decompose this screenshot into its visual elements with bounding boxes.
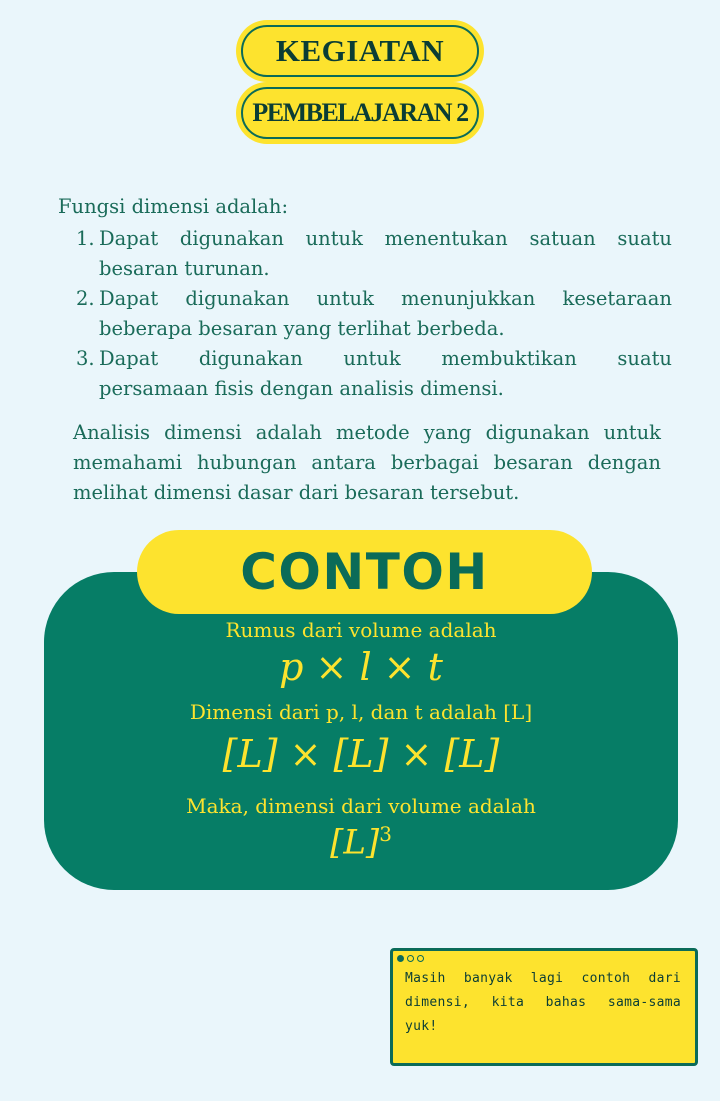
example-line-3: Maka, dimensi dari volume adalah	[186, 794, 536, 818]
note-card	[390, 948, 698, 1066]
list-item	[76, 284, 672, 344]
title-line-2: PEMBELAJARAN 2	[252, 98, 468, 127]
note-text: Masih banyak lagi contoh dari dimensi, kita bahas sama-sama yuk!	[405, 971, 681, 1034]
list-line: Dapat digunakan untuk menunjukkan kesetaraan	[99, 287, 672, 310]
example-line-1: Rumus dari volume adalah	[225, 618, 497, 642]
example-line-2: Dimensi dari p, l, dan t adalah [L]	[189, 700, 533, 724]
list-line: Dapat digunakan untuk membuktikan suatu	[99, 347, 672, 370]
formula-volume	[44, 645, 678, 689]
list-number: 1.	[76, 227, 95, 250]
list-line: besaran turunan.	[99, 257, 270, 280]
formula-exponent: 3	[379, 822, 392, 846]
list-item	[76, 224, 672, 284]
formula-base: [L]	[330, 822, 380, 863]
intro-text: Fungsi dimensi adalah:	[58, 195, 289, 218]
list-number: 3.	[76, 347, 95, 370]
list-line: Dapat digunakan untuk menentukan satuan suatu	[99, 227, 672, 250]
contoh-title: CONTOH	[240, 543, 489, 601]
title-line-1: KEGIATAN	[275, 33, 445, 68]
analysis-paragraph: Analisis dimensi adalah metode yang digunakan untuk memahami hubungan antara berbagai besaran dengan melihat dimensi dasar dari besaran tersebut.	[73, 421, 661, 504]
window-dots-icon	[397, 955, 424, 962]
formula-volume-dimension	[44, 822, 678, 862]
title-pill-kegiatan	[236, 20, 484, 82]
list-number: 2.	[76, 287, 95, 310]
list-line: beberapa besaran yang terlihat berbeda.	[99, 317, 505, 340]
formula-dimension-product	[44, 732, 678, 776]
formula-volume-text: p × l × t	[279, 645, 443, 689]
function-list	[76, 224, 672, 404]
title-pill-pembelajaran	[236, 82, 484, 144]
list-item	[76, 344, 672, 404]
contoh-title-pill	[137, 530, 592, 614]
formula-dimension-text: [L] × [L] × [L]	[222, 732, 500, 776]
list-line: persamaan fisis dengan analisis dimensi.	[99, 377, 504, 400]
